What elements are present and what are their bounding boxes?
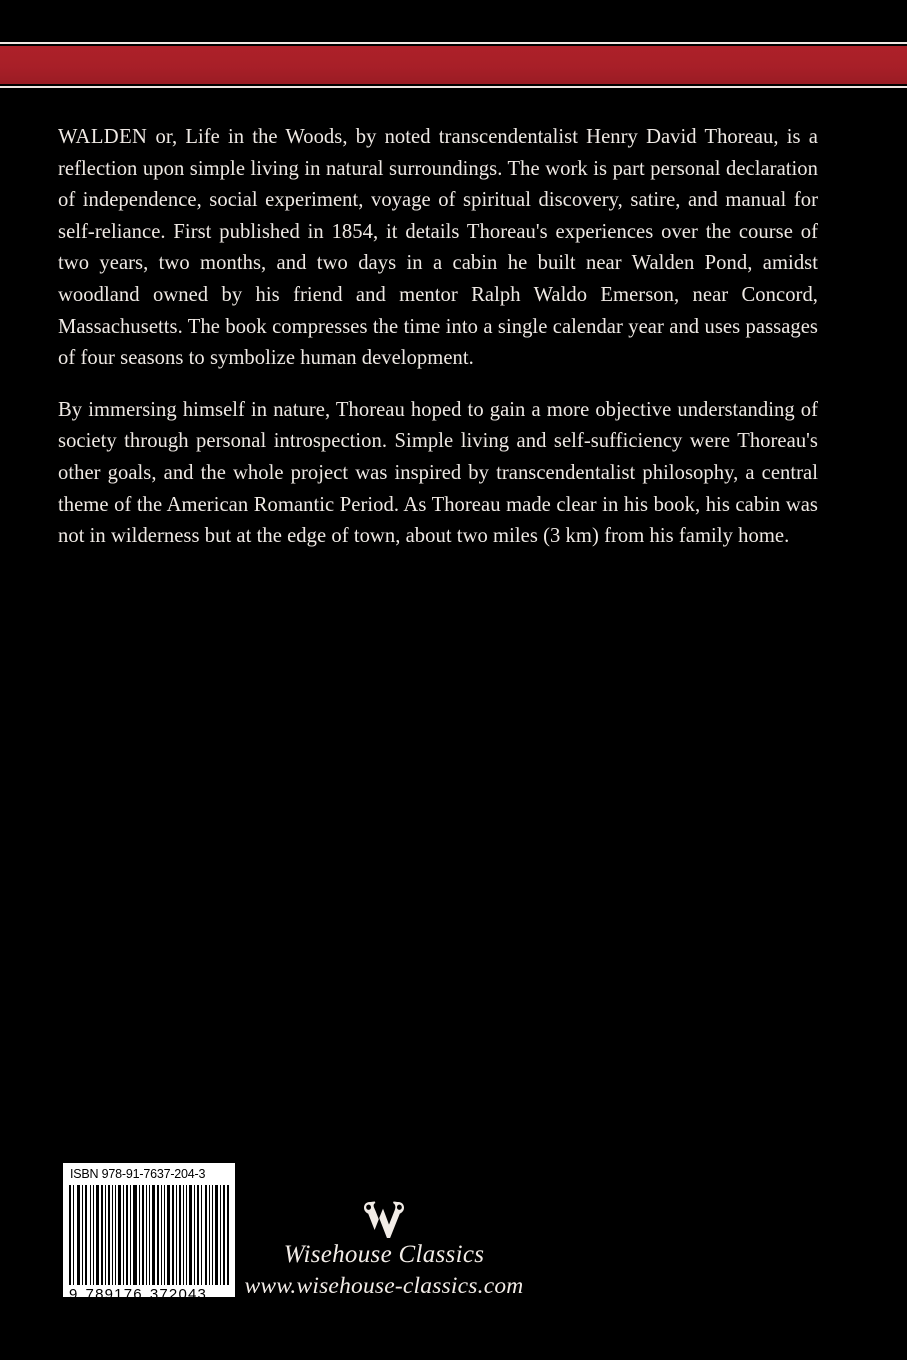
band-rule-bottom	[0, 86, 907, 88]
publisher-block	[214, 1196, 554, 1301]
book-title-inline: WALDEN	[58, 126, 148, 148]
isbn-barcode	[63, 1163, 235, 1303]
band-fill	[0, 46, 907, 84]
barcode-digit-lead: 9	[69, 1286, 79, 1303]
blurb-text-block	[58, 122, 818, 553]
wisehouse-w-logo-icon	[361, 1196, 407, 1238]
blurb-paragraph-2: By immersing himself in nature, Thoreau hoped to gain a more objective understanding of society through personal introspection. Simple living and self-sufficiency were Thoreau's other goals, and the whole project was inspired by transcendentalist philosophy, a central theme of the American Romantic Period. As Thoreau made clear in his book, his cabin was not in wilderness but at the edge of town, about two miles (3 km) from his family home.	[58, 398, 818, 548]
barcode-digit-group-2: 372043	[149, 1286, 208, 1303]
barcode-digit-group-1: 789176	[85, 1286, 143, 1303]
barcode-bars	[69, 1185, 229, 1285]
top-decorative-band	[0, 42, 907, 88]
blurb-paragraph-1-body: or, Life in the Woods, by noted transcendentalist Henry David Thoreau, is a reflection upon simple living in natural surroundings. The work is part personal declaration of independence, social experiment, voyage of spiritual discovery, satire, and manual for self-reliance. First published in 1854, it details Thoreau's experiences over the course of two years, two months, and two days in a cabin he built near Walden Pond, amidst woodland owned by his friend and mentor Ralph Waldo Emerson, near Concord, Massachusetts. The book compresses the time into a single calendar year and uses passages of four seasons to symbolize human development.	[58, 126, 818, 370]
blurb-paragraph-1	[58, 122, 818, 375]
isbn-label: ISBN 978-91-7637-204-3	[70, 1167, 206, 1181]
publisher-url: www.wisehouse-classics.com	[244, 1273, 524, 1299]
publisher-name: Wisehouse Classics	[283, 1241, 485, 1268]
barcode-digits	[69, 1286, 229, 1303]
